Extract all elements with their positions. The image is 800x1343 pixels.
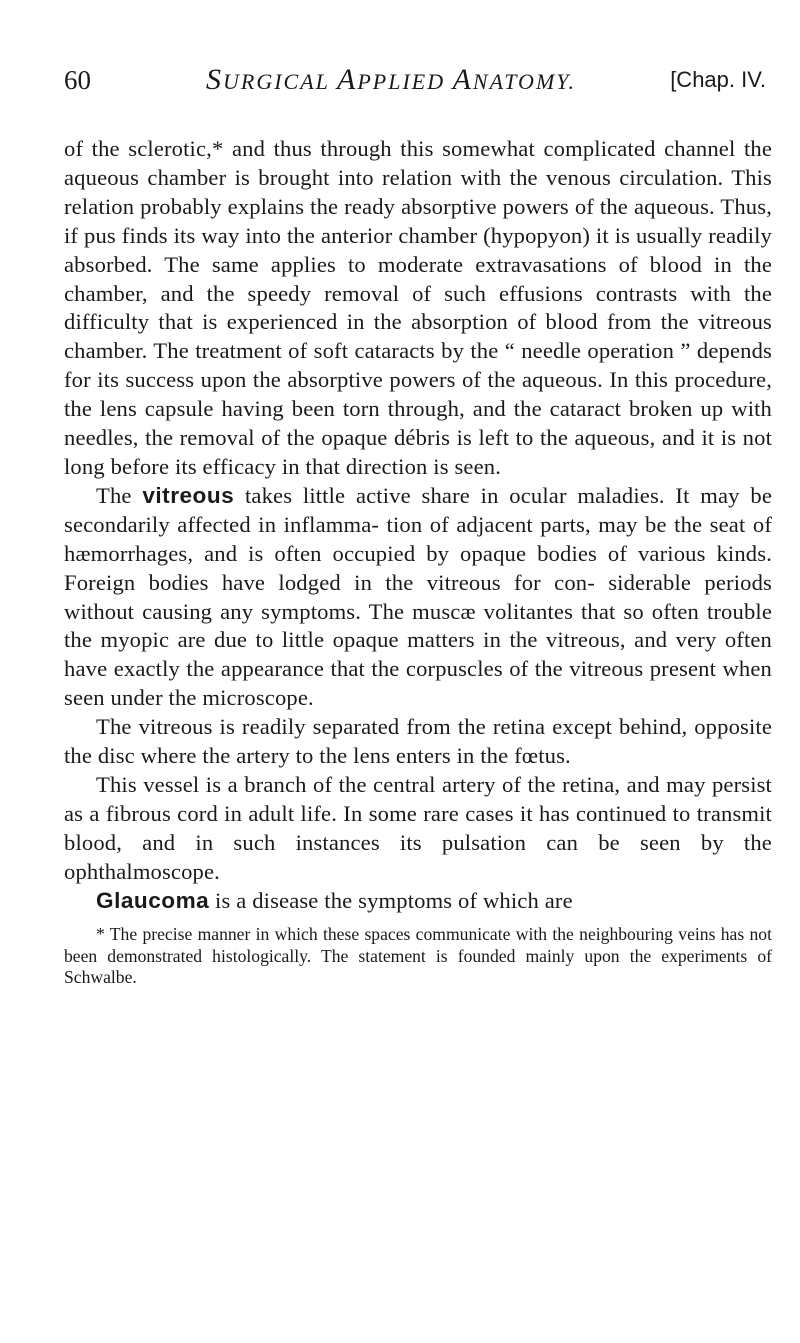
paragraph-text: The vitreous is readily separated from the retina except behind, opposite the disc where the artery to the lens enters in the fœtus. xyxy=(64,714,772,769)
running-head xyxy=(64,60,772,100)
running-title-rest: PPLIED xyxy=(357,69,453,94)
paragraph-text: is a disease the symptoms of which are xyxy=(209,887,573,913)
running-title xyxy=(206,60,576,102)
paragraph-text: The xyxy=(96,482,143,508)
paragraph xyxy=(64,482,772,713)
section-keyword: Glaucoma xyxy=(96,887,210,913)
running-title-cap: A xyxy=(337,63,358,96)
paragraph-text: This vessel is a branch of the central artery of the retina, and may persist as a fibrous cord in adult life. In some rare cases it has continued to transmit blood, and in such instances its pulsation can be seen by the ophthalmoscope. xyxy=(64,771,772,884)
footnote: * The precise manner in which these spaces communicate with the neighbouring veins has not been demonstrated histologically. The statement is founded mainly upon the experiments of Schwalbe. xyxy=(64,924,772,988)
running-title-cap: A xyxy=(452,63,473,96)
running-title-cap: S xyxy=(206,63,223,96)
paragraph-text: takes little active share in ocular maladies. It may be secondarily affected in inflamma- tion of adjacent parts, may be the seat of hæmorrhages, and is often occupied by opaque bodies of various kinds. Foreign bodies have lodged in the vitreous for con- siderable periods without causing any symptoms. The muscæ volitantes that so often trouble the myopic are due to little opaque matters in the vitreous, and very often have exactly the appearance that the corpuscles of the vitreous present when seen under the microscope. xyxy=(64,482,772,711)
paragraph xyxy=(64,713,772,771)
paragraph xyxy=(64,771,772,887)
running-title-rest: NATOMY. xyxy=(472,69,576,94)
chapter-label: [Chap. IV. xyxy=(670,67,766,92)
body-text xyxy=(64,135,772,915)
book-page xyxy=(64,60,772,989)
running-title-rest: URGICAL xyxy=(223,69,337,94)
paragraph-text: of the sclerotic,* and thus through this somewhat complicated channel the aqueous chamber is brought into relation with the venous circulation. This relation probably explains the ready absorptive powers of the aqueous. Thus, if pus finds its way into the anterior chamber (hypopyon) it is usually readily absorbed. The same applies to moderate extravasations of blood in the chamber, and the speedy removal of such effusions contrasts with the difficulty that is experienced in the absorption of blood from the vitreous chamber. The treatment of soft cataracts by the “ needle operation ” depends for its success upon the absorptive powers of the aqueous. In this procedure, the lens capsule having been torn through, and the cataract broken up with needles, the removal of the opaque débris is left to the aqueous, and it is not long before its efficacy in that direction is seen. xyxy=(64,136,772,479)
paragraph xyxy=(64,135,772,482)
paragraph xyxy=(64,887,772,916)
page-number: 60 xyxy=(64,65,91,95)
section-keyword: vitreous xyxy=(142,482,235,508)
